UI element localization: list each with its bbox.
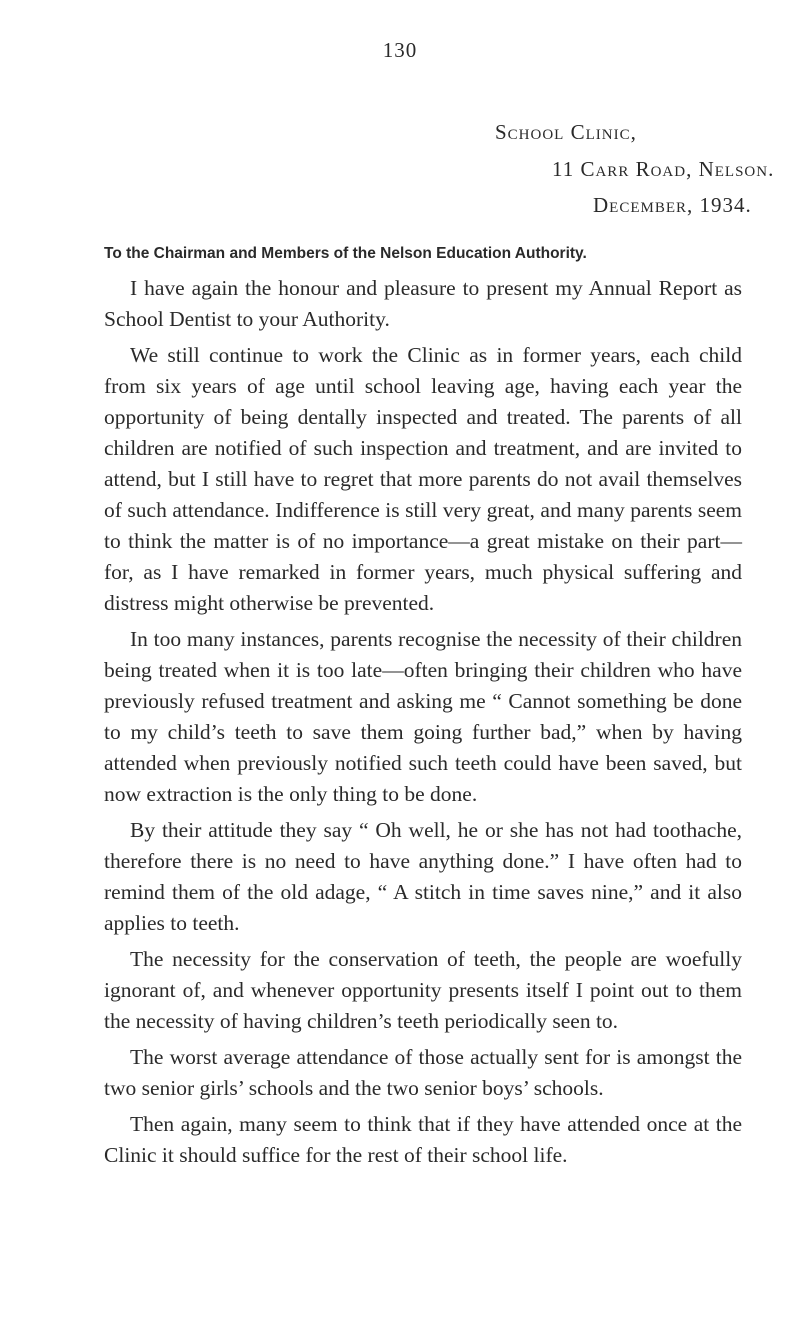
paragraph: In too many instances, parents recognise the necessity of their children being treated when it is too late—often bringing their children who have previously refused treatment and asking me “ Cannot something be done to my child’s teeth to save them going further bad,” when by having attended when previously notified such teeth could have been saved, but now extraction is the only thing to be done. xyxy=(104,627,742,806)
address-line-clinic: School Clinic, xyxy=(495,120,637,144)
paragraph: We still continue to work the Clinic as in former years, each child from six years of age until school leaving age, having each year the opportunity of being dentally inspected and treated. The parents of all children are notified of such inspection and treatment, and are invited to attend, but I still have to regret that more parents do not avail themselves of such attendance. Indifference is still very great, and many parents seem to think the matter is of no importance—a great mistake on their part—for, as I have remarked in former years, much physical suffering and distress might otherwise be prevented. xyxy=(104,343,742,615)
paragraph: The necessity for the conservation of teeth, the people are woefully ignorant of, and whenever opportunity presents itself I point out to them the necessity of having children’s teeth periodically seen to. xyxy=(104,947,742,1033)
salutation: To the Chairman and Members of the Nelson Education Authority. xyxy=(104,245,587,262)
address-line-street: 11 Carr Road, Nelson. xyxy=(552,157,775,181)
paragraph: By their attitude they say “ Oh well, he or she has not had toothache, therefore there is no need to have anything done.” I have often had to remind them of the old adage, “ A stitch in time saves nine,” and it also applies to teeth. xyxy=(104,818,742,935)
paragraph: Then again, many seem to think that if they have attended once at the Clinic it should suffice for the rest of their school life. xyxy=(104,1112,742,1167)
report-body xyxy=(104,273,742,1176)
paragraph: The worst average attendance of those actually sent for is amongst the two senior girls’ schools and the two senior boys’ schools. xyxy=(104,1045,742,1100)
page-number: 130 xyxy=(382,38,418,62)
address-line-date: December, 1934. xyxy=(593,193,752,217)
paragraph: I have again the honour and pleasure to present my Annual Report as School Dentist to your Authority. xyxy=(104,276,742,331)
